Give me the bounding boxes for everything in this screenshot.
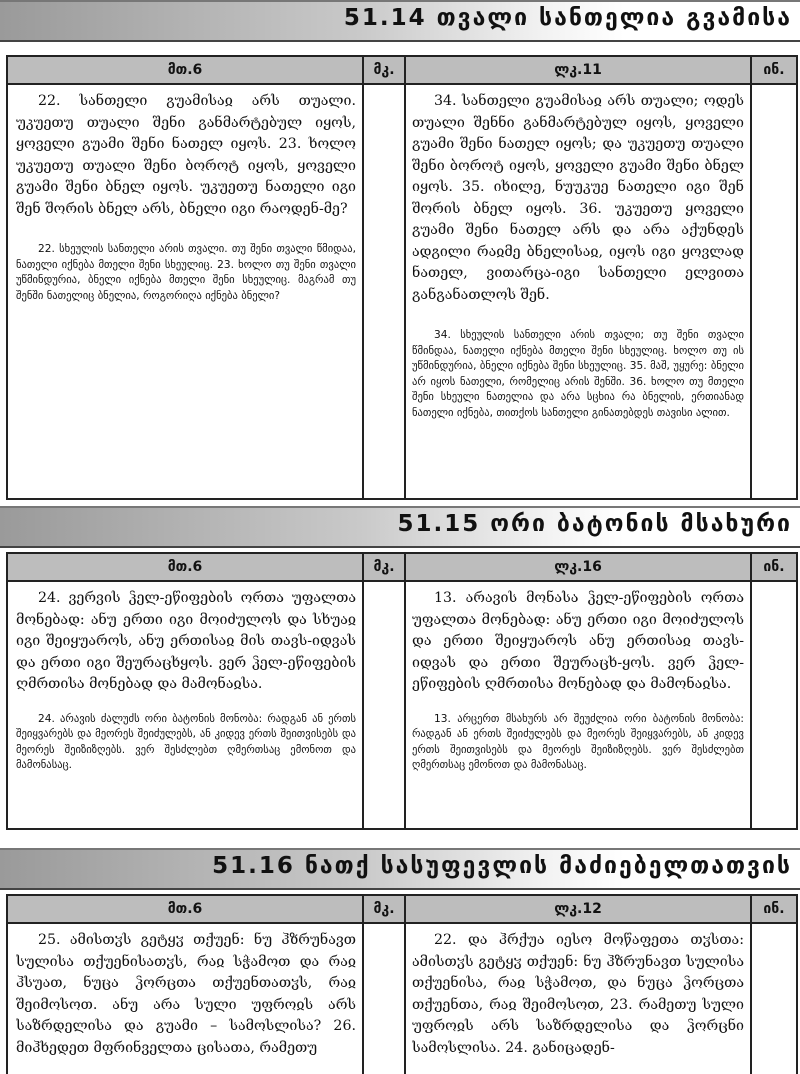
translation-note: 24. არავის ძალუძს ორი ბატონის მონობა: რადგან ან ერთს შეიყვარებს და მეორეს შეიძულებს, ან კიდევ ერთს შეითვისებს და მეორეს შეიზიზღებს. ვერ შესძლებთ ღმერთსაც ემონოთ და მამონასაც. (16, 712, 356, 771)
translation-note: 13. არცერთ მსახურს არ შეუძლია ორი ბატონის მონობა: რადგან ან ერთს შეიძულებს და მეორეს შეიყვარებს, ან კიდევ ერთს შეითვისებს და მეორეს შეიზიზღებს. ვერ შესძლებთ ღმერთსაც ემონოთ და მამონასაც. (412, 712, 744, 771)
header-john: ინ. (752, 57, 796, 83)
verse-text: 22. სანთელი გუამისაჲ არს თუალი. უკუეთუ თუალი შენი განმარტებულ იყოს, ყოველი გუამი შენი ნათელ იყოს. 23. ხოლო უკუეთუ თუალი შენი ბოროტ იყოს, ყოველი გუამი შენი ბნელ იყოს. უკუეთუ ნათელი იგი შენ შორის ბნელ არს, ბნელი იგი რაოდენ-მე? (16, 93, 356, 217)
column-divider (750, 57, 752, 498)
header-luke: ლკ.12 (406, 896, 750, 922)
section-3-table (6, 894, 798, 1074)
table-header (8, 57, 796, 85)
verse-text: 22. და ჰრქუა იესო მოწაფეთა თჳსთა: ამისთჳს გეტყჳ თქუენ: ნუ ჰზრუნავთ სულისა თქუენისა, რაჲ სჭამოთ, და ნუცა ჴორცთა თქუენთა, რაჲ შეიმოსოთ, 23. რამეთუ სული უფროჲს არს საზრდელისა და ჴორცნი სამოსლისა. 24. განიცადენ- (412, 932, 744, 1056)
section-title: 51.15 ორი ბატონის მსახური (397, 511, 792, 537)
column-divider (750, 896, 752, 1074)
section-2-banner (0, 506, 800, 548)
matthew-column (16, 930, 356, 1071)
verse-text: 25. ამისთჳს გეტყჳ თქუენ: ნუ ჰზრუნავთ სულისა თქუენისათჳს, რაჲ სჭამოთ და რაჲ ჰსუათ, ნუცა ჴორცთა თქუენთათჳს, რაჲ შეიმოსოთ. ანუ არა სული უფროჲს არს საზრდელისა და გუამი – სამოსლისა? 26. მიჰხედეთ მფრინველთა ცისათა, რამეთუ (16, 932, 356, 1056)
section-3-banner (0, 848, 800, 890)
verse-text: 24. ვერვის ჴელ-ეწიფების ორთა უფალთა მონებად: ანუ ერთი იგი მოიძულოს და სხუაჲ იგი შეიყუაროს, ანუ ერთისაჲ მის თავს-იდვას და ერთი იგი შეურაცხყოს. ვერ ჴელ-ეწიფების ღმრთისა მონებად და მამონაჲსა. (16, 590, 356, 692)
table-header (8, 896, 796, 924)
column-divider (362, 554, 364, 828)
column-divider (750, 554, 752, 828)
header-mark: მკ. (364, 554, 404, 580)
header-luke: ლკ.16 (406, 554, 750, 580)
table-header (8, 554, 796, 582)
header-john: ინ. (752, 896, 796, 922)
luke-column (412, 91, 744, 496)
verse-text: 13. არავის მონასა ჴელ-ეწიფების ორთა უფალთა მონებად: ანუ ერთი იგი მოიძულოს და ერთი შეიყუაროს ანუ ერთისაჲ თავს-იდვას და ერთი შეურაცხ-ყოს. ვერ ჴელ-ეწიფების ღმრთისა მონებად და მამონაჲსა. (412, 590, 744, 692)
translation-note: 34. სხეულის სანთელი არის თვალი; თუ შენი თვალი წმინდაა, ნათელი იქნება მთელი შენი სხეულიც. ხოლო თუ ის უწმინდურია, ბნელი იქნება შენი სხეულიც. 35. მაშ, უყურე: ბნელი არ იყოს ნათელი, რომელიც არის შენში. 36. ხოლო თუ მთელი შენი სხეული ნათელია და არა სცხია რა ბნელის, ერთიანად ნათელი იქნება, თითქოს სანთელი გინათებდეს თავისი ალით. (412, 329, 744, 419)
translation-note: 22. სხეულის სანთელი არის თვალი. თუ შენი თვალი წმიდაა, ნათელი იქნება მთელი შენი სხეულიც. 23. ხოლო თუ შენი თვალი უწმინდურია, ბნელი იქნება მთელი შენი სხეულიც. მაგრამ თუ შენში ნათელიც ბნელია, როგორიღა იქნება ბნელი? (16, 243, 356, 302)
matthew-column (16, 91, 356, 491)
matthew-column (16, 588, 356, 824)
header-matthew: მთ.6 (8, 896, 362, 922)
column-divider (362, 896, 364, 1074)
header-john: ინ. (752, 554, 796, 580)
header-matthew: მთ.6 (8, 554, 362, 580)
column-divider (404, 554, 406, 828)
header-mark: მკ. (364, 57, 404, 83)
section-title: 51.14 თვალი სანთელია გვამისა (343, 5, 792, 31)
luke-column (412, 930, 744, 1071)
header-mark: მკ. (364, 896, 404, 922)
section-2-table (6, 552, 798, 830)
luke-column (412, 588, 744, 824)
section-1-table (6, 55, 798, 500)
header-matthew: მთ.6 (8, 57, 362, 83)
column-divider (404, 896, 406, 1074)
section-1-banner (0, 0, 800, 42)
header-luke: ლკ.11 (406, 57, 750, 83)
verse-text: 34. სანთელი გუამისაჲ არს თუალი; ოდეს თუალი შენნი განმარტებულ იყოს, ყოველი გუამი შენი ნათელ იყოს; და უკუეთუ თუალი შენი ბოროტ იყოს, ყოველი გუამი შენი ბნელ იყოს. 35. იხილე, ნუუკუე ნათელი იგი შენ შორის ბნელ იყოს. 36. უკუეთუ ყოველი გუამი შენი ნათელ არს და არა აქუნდეს ადგილი რაჲმე ბნელისაჲ, იყოს იგი ყოვლად ნათელ, ვითარცა-იგი სანთელი ელვითა განგანათლოს შენ. (412, 93, 744, 303)
section-title: 51.16 ნათქ სასუფევლის მაძიებელთათვის (212, 853, 792, 879)
column-divider (404, 57, 406, 498)
column-divider (362, 57, 364, 498)
